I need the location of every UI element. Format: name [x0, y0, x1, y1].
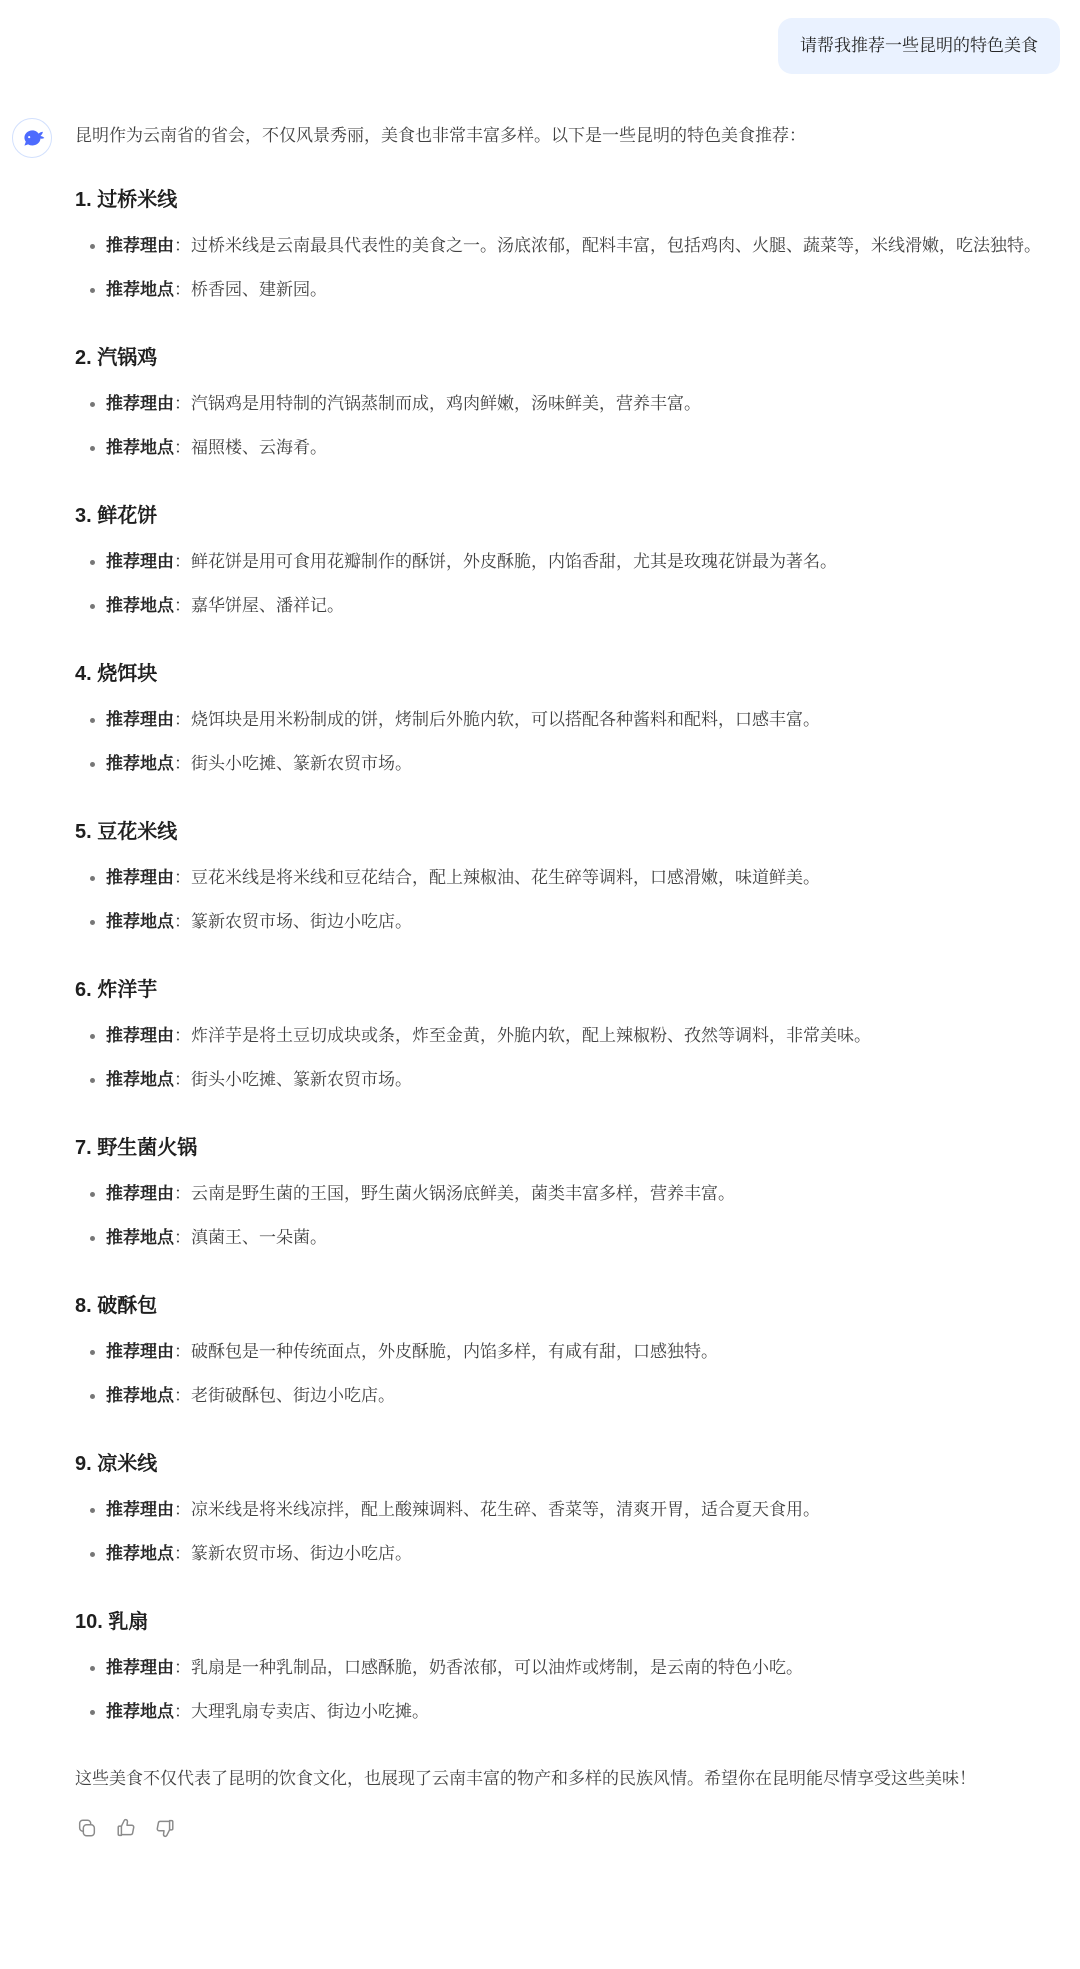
place-list-item [89, 746, 1054, 782]
reason-label: 推荐理由 [106, 394, 174, 413]
label-separator: ： [174, 236, 191, 255]
reason-label: 推荐理由 [106, 1500, 174, 1519]
thumbs-down-icon [154, 1817, 176, 1839]
label-separator: ： [174, 1544, 191, 1563]
reason-list-item [89, 1334, 1054, 1370]
place-text: 街头小吃摊、篆新农贸市场。 [191, 754, 412, 773]
food-detail-list [75, 702, 1054, 782]
reason-text: 凉米线是将米线凉拌，配上酸辣调料、花生碎、香菜等，清爽开胃，适合夏天食用。 [191, 1500, 820, 1519]
place-list-item [89, 1378, 1054, 1414]
place-label: 推荐地点 [106, 1386, 174, 1405]
reason-text: 鲜花饼是用可食用花瓣制作的酥饼，外皮酥脆，内馅香甜，尤其是玫瑰花饼最为著名。 [191, 552, 837, 571]
food-section [75, 186, 1054, 308]
assistant-message-content [75, 114, 1060, 1840]
place-list-item [89, 272, 1054, 308]
place-label: 推荐地点 [106, 912, 174, 931]
food-detail-list [75, 1334, 1054, 1414]
assistant-closing: 这些美食不仅代表了昆明的饮食文化，也展现了云南丰富的物产和多样的民族风情。希望你在昆明能尽情享受这些美味！ [75, 1769, 976, 1788]
place-label: 推荐地点 [106, 1228, 174, 1247]
place-text: 大理乳扇专卖店、街边小吃摊。 [191, 1702, 429, 1721]
label-separator: ： [174, 1386, 191, 1405]
thumbs-up-button[interactable] [114, 1816, 138, 1840]
place-label: 推荐地点 [106, 596, 174, 615]
food-section [75, 344, 1054, 466]
reason-text: 炸洋芋是将土豆切成块或条，炸至金黄，外脆内软，配上辣椒粉、孜然等调料，非常美味。 [191, 1026, 871, 1045]
label-separator: ： [174, 394, 191, 413]
place-list-item [89, 1062, 1054, 1098]
food-detail-list [75, 1176, 1054, 1256]
reason-list-item [89, 1492, 1054, 1528]
label-separator: ： [174, 1184, 191, 1203]
place-label: 推荐地点 [106, 1544, 174, 1563]
food-section [75, 502, 1054, 624]
food-detail-list [75, 386, 1054, 466]
place-text: 滇菌王、一朵菌。 [191, 1228, 327, 1247]
reason-list-item [89, 702, 1054, 738]
place-list-item [89, 1694, 1054, 1730]
reason-label: 推荐理由 [106, 710, 174, 729]
deepseek-whale-icon [19, 125, 45, 151]
food-section [75, 976, 1054, 1098]
food-section [75, 1608, 1054, 1730]
reason-list-item [89, 1176, 1054, 1212]
thumbs-down-button[interactable] [153, 1816, 177, 1840]
reason-label: 推荐理由 [106, 1026, 174, 1045]
label-separator: ： [174, 912, 191, 931]
food-list [75, 186, 1054, 1730]
label-separator: ： [174, 868, 191, 887]
reason-text: 乳扇是一种乳制品，口感酥脆，奶香浓郁，可以油炸或烤制，是云南的特色小吃。 [191, 1658, 803, 1677]
label-separator: ： [174, 1228, 191, 1247]
reason-label: 推荐理由 [106, 868, 174, 887]
reason-list-item [89, 544, 1054, 580]
place-text: 桥香园、建新园。 [191, 280, 327, 299]
label-separator: ： [174, 1026, 191, 1045]
place-list-item [89, 904, 1054, 940]
food-section [75, 1450, 1054, 1572]
food-detail-list [75, 228, 1054, 308]
place-text: 街头小吃摊、篆新农贸市场。 [191, 1070, 412, 1089]
place-label: 推荐地点 [106, 1070, 174, 1089]
place-list-item [89, 430, 1054, 466]
place-list-item [89, 588, 1054, 624]
food-section-title: 4. 烧饵块 [75, 663, 158, 685]
food-detail-list [75, 1650, 1054, 1730]
label-separator: ： [174, 1342, 191, 1361]
food-section-title: 6. 炸洋芋 [75, 979, 158, 1001]
copy-button[interactable] [75, 1816, 99, 1840]
food-section [75, 818, 1054, 940]
copy-icon [76, 1817, 98, 1839]
reason-text: 豆花米线是将米线和豆花结合，配上辣椒油、花生碎等调料，口感滑嫩，味道鲜美。 [191, 868, 820, 887]
place-list-item [89, 1220, 1054, 1256]
food-section-title: 5. 豆花米线 [75, 821, 178, 843]
label-separator: ： [174, 596, 191, 615]
food-section-title: 1. 过桥米线 [75, 189, 178, 211]
reason-text: 烧饵块是用米粉制成的饼，烤制后外脆内软，可以搭配各种酱料和配料，口感丰富。 [191, 710, 820, 729]
food-section-title: 8. 破酥包 [75, 1295, 158, 1317]
reason-list-item [89, 386, 1054, 422]
food-section-title: 2. 汽锅鸡 [75, 347, 158, 369]
place-text: 篆新农贸市场、街边小吃店。 [191, 1544, 412, 1563]
reason-label: 推荐理由 [106, 552, 174, 571]
food-detail-list [75, 1018, 1054, 1098]
label-separator: ： [174, 438, 191, 457]
reason-list-item [89, 1650, 1054, 1686]
place-text: 嘉华饼屋、潘祥记。 [191, 596, 344, 615]
food-section-title: 3. 鲜花饼 [75, 505, 158, 527]
assistant-message-row [12, 114, 1060, 1840]
label-separator: ： [174, 1702, 191, 1721]
label-separator: ： [174, 1658, 191, 1677]
place-label: 推荐地点 [106, 280, 174, 299]
reason-label: 推荐理由 [106, 1342, 174, 1361]
food-section [75, 1292, 1054, 1414]
reason-text: 破酥包是一种传统面点，外皮酥脆，内馅多样，有咸有甜，口感独特。 [191, 1342, 718, 1361]
reason-list-item [89, 860, 1054, 896]
food-section-title: 10. 乳扇 [75, 1611, 149, 1633]
place-list-item [89, 1536, 1054, 1572]
reason-list-item [89, 228, 1054, 264]
food-detail-list [75, 860, 1054, 940]
reason-label: 推荐理由 [106, 1658, 174, 1677]
user-message-text: 请帮我推荐一些昆明的特色美食 [800, 36, 1038, 55]
label-separator: ： [174, 1070, 191, 1089]
label-separator: ： [174, 754, 191, 773]
reason-label: 推荐理由 [106, 236, 174, 255]
food-section-title: 9. 凉米线 [75, 1453, 158, 1475]
food-section-title: 7. 野生菌火锅 [75, 1137, 198, 1159]
label-separator: ： [174, 1500, 191, 1519]
reason-text: 云南是野生菌的王国，野生菌火锅汤底鲜美，菌类丰富多样，营养丰富。 [191, 1184, 735, 1203]
reason-label: 推荐理由 [106, 1184, 174, 1203]
place-label: 推荐地点 [106, 438, 174, 457]
message-actions [75, 1816, 1054, 1840]
assistant-intro: 昆明作为云南省的省会，不仅风景秀丽，美食也非常丰富多样。以下是一些昆明的特色美食推荐： [75, 126, 806, 145]
place-text: 福照楼、云海肴。 [191, 438, 327, 457]
food-section [75, 660, 1054, 782]
place-text: 老街破酥包、街边小吃店。 [191, 1386, 395, 1405]
label-separator: ： [174, 280, 191, 299]
reason-text: 过桥米线是云南最具代表性的美食之一。汤底浓郁，配料丰富，包括鸡肉、火腿、蔬菜等，米线滑嫩，吃法独特。 [191, 236, 1041, 255]
thumbs-up-icon [115, 1817, 137, 1839]
assistant-avatar [12, 118, 52, 158]
food-detail-list [75, 544, 1054, 624]
food-section [75, 1134, 1054, 1256]
label-separator: ： [174, 710, 191, 729]
place-label: 推荐地点 [106, 754, 174, 773]
food-detail-list [75, 1492, 1054, 1572]
place-text: 篆新农贸市场、街边小吃店。 [191, 912, 412, 931]
user-message-row [12, 18, 1060, 74]
reason-text: 汽锅鸡是用特制的汽锅蒸制而成，鸡肉鲜嫩，汤味鲜美，营养丰富。 [191, 394, 701, 413]
label-separator: ： [174, 552, 191, 571]
reason-list-item [89, 1018, 1054, 1054]
user-message-bubble [778, 18, 1060, 74]
place-label: 推荐地点 [106, 1702, 174, 1721]
